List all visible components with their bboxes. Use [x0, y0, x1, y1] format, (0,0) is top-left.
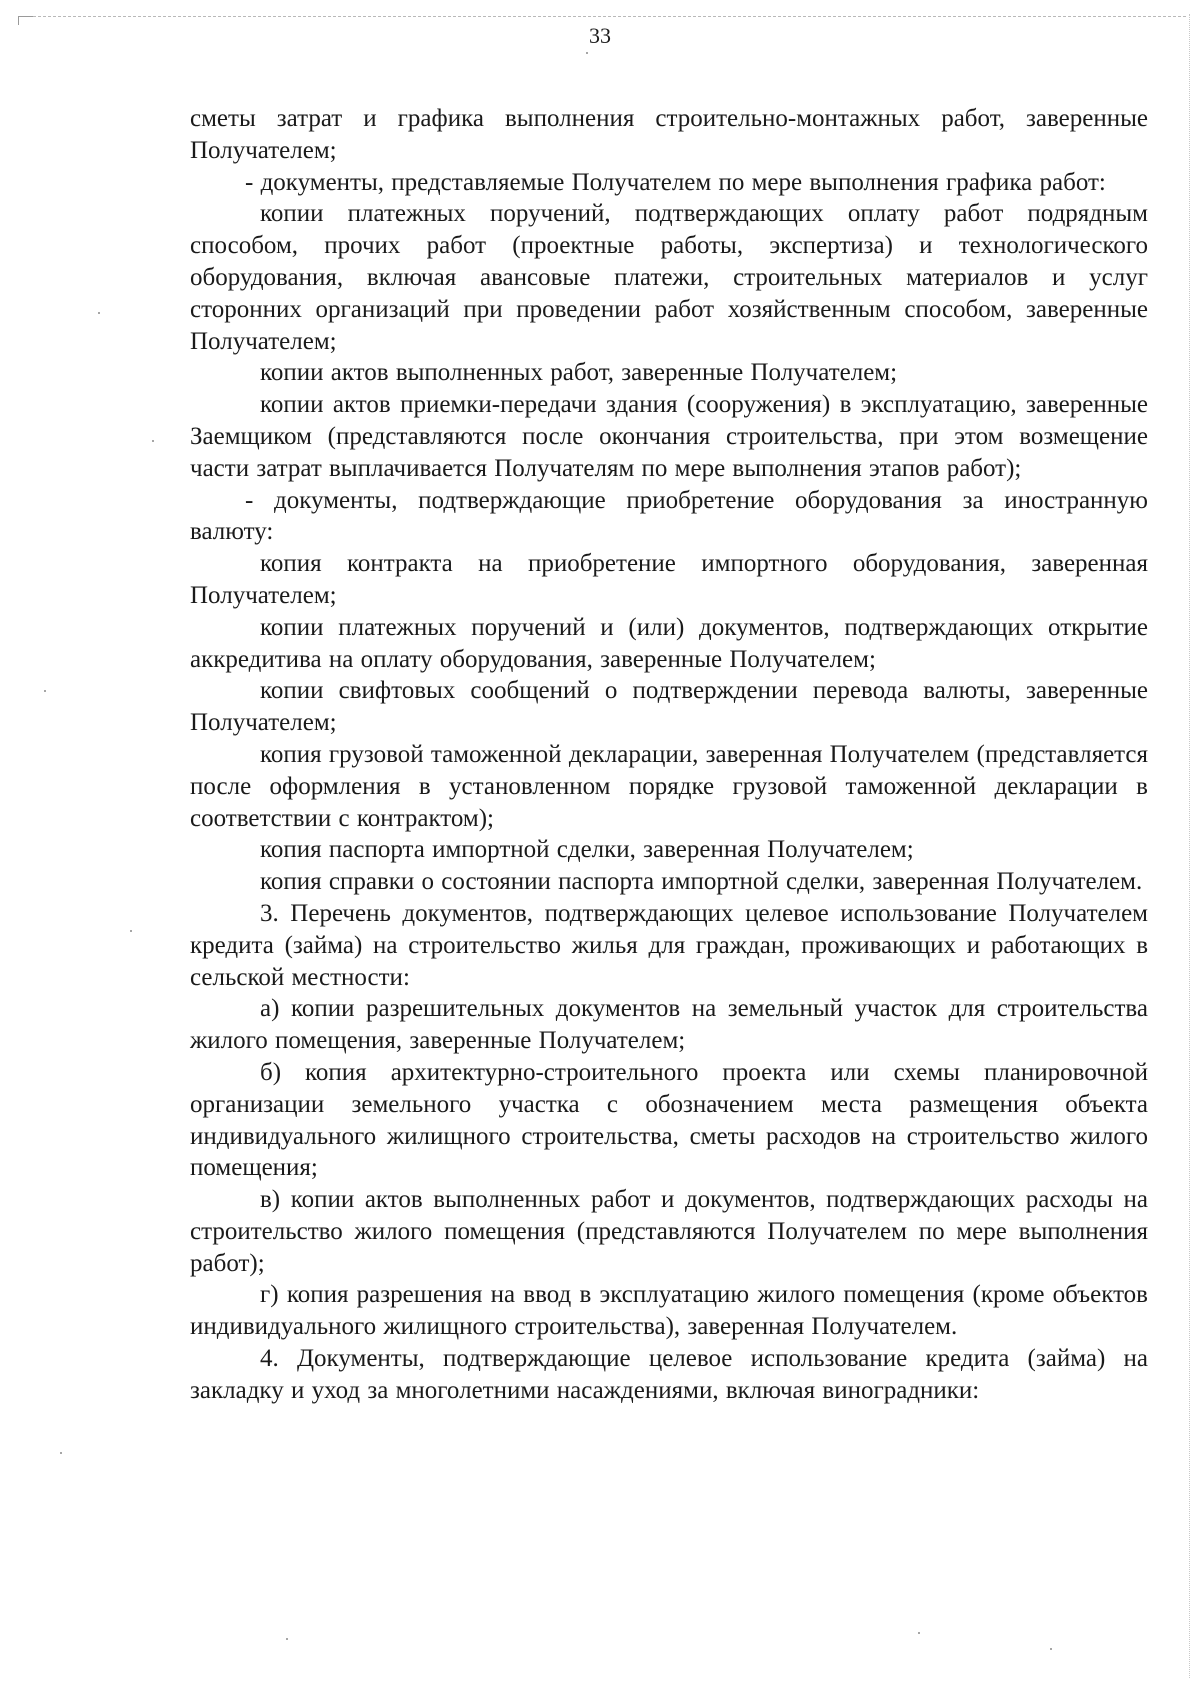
- document-body: [190, 103, 1148, 1407]
- paragraph: 3. Перечень документов, подтверждающих целевое использование Получателем кредита (займа) на строительство жилья для граждан, проживающих и работающих в сельской местности:: [190, 899, 1148, 991]
- scan-speck: [130, 930, 132, 932]
- scan-top-edge: [18, 16, 1186, 17]
- scan-speck: [586, 52, 588, 54]
- scan-right-edge: [1189, 14, 1190, 1678]
- paragraph: копия контракта на приобретение импортного оборудования, заверенная Получателем;: [190, 550, 1148, 609]
- paragraph: б) копия архитектурно-строительного проекта или схемы планировочной организации земельного участка с обозначением места размещения объекта индивидуального жилищного строительства, сметы расходов на строительство жилого помещения;: [190, 1058, 1148, 1182]
- paragraph: копии свифтовых сообщений о подтверждении перевода валюты, заверенные Получателем;: [190, 677, 1148, 737]
- page-number: 33: [589, 23, 611, 48]
- paragraph: а) копии разрешительных документов на земельный участок для строительства жилого помещения, заверенные Получателем;: [190, 995, 1148, 1055]
- paragraph: 4. Документы, подтверждающие целевое использование кредита (займа) на закладку и уход за многолетними насаждениями, включая виноградники:: [190, 1345, 1148, 1404]
- paragraph: - документы, представляемые Получателем по мере выполнения графика работ:: [245, 168, 1106, 196]
- scan-speck: [152, 440, 154, 442]
- paragraph: копии актов выполненных работ, заверенные Получателем;: [260, 359, 898, 387]
- scan-speck: [286, 1638, 288, 1640]
- scan-speck: [1050, 1648, 1052, 1650]
- paragraph: копии актов приемки-передачи здания (сооружения) в эксплуатацию, заверенные Заемщиком (представляются после окончания строительства, при этом возмещение части затрат выплачивается Получателям по мере выполнения этапов работ);: [190, 391, 1148, 482]
- paragraph: в) копии актов выполненных работ и документов, подтверждающих расходы на строительство жилого помещения (представляются Получателем по мере выполнения работ);: [190, 1186, 1148, 1277]
- paragraph: копия грузовой таможенной декларации, заверенная Получателем (представляется после оформления в установленном порядке грузовой таможенной декларации в соответствии с контрактом);: [190, 740, 1148, 832]
- scan-speck: [60, 1452, 62, 1454]
- paragraph: - документы, подтверждающие приобретение оборудования за иностранную валюту:: [190, 486, 1148, 546]
- paragraph: копии платежных поручений, подтверждающих оплату работ подрядным способом, прочих работ (проектные работы, экспертиза) и технологического оборудования, включая авансовые платежи, строительных материалов и услуг сторонних организаций при проведении работ хозяйственным способом, заверенные Получателем;: [190, 200, 1148, 355]
- paragraph: копии платежных поручений и (или) документов, подтверждающих открытие аккредитива на оплату оборудования, заверенные Получателем;: [190, 613, 1148, 673]
- paragraph: г) копия разрешения на ввод в эксплуатацию жилого помещения (кроме объектов индивидуального жилищного строительства), заверенная Получателем.: [190, 1281, 1148, 1341]
- paragraph: сметы затрат и графика выполнения строительно-монтажных работ, заверенные Получателем;: [190, 105, 1148, 164]
- paragraph: копия паспорта импортной сделки, заверенная Получателем;: [260, 836, 914, 864]
- scan-speck: [98, 312, 100, 314]
- scan-speck: [44, 690, 46, 692]
- scan-speck: [918, 1632, 920, 1634]
- paragraph: копия справки о состоянии паспорта импортной сделки, заверенная Получателем.: [260, 868, 1143, 896]
